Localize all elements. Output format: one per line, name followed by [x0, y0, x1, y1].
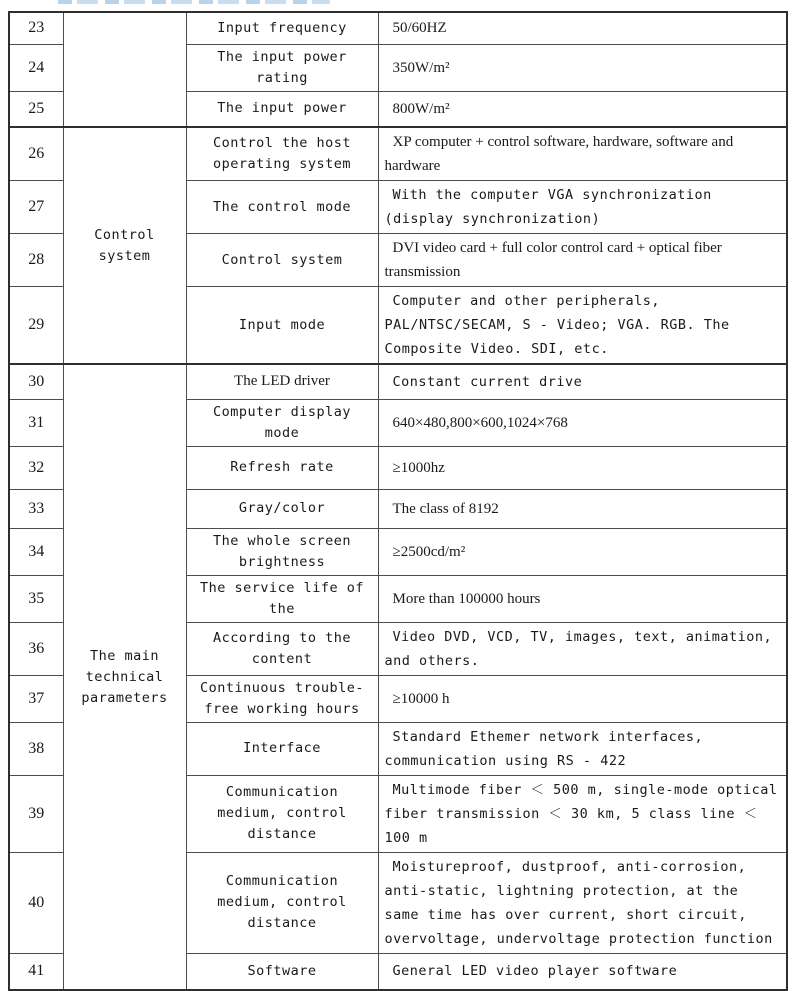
table-row — [9, 127, 787, 181]
row-number-cell: 40 — [9, 852, 63, 953]
row-number-cell: 36 — [9, 622, 63, 675]
row-number-cell: 37 — [9, 675, 63, 722]
value-cell: DVI video card + full color control card + optical fiber transmission — [378, 234, 787, 287]
parameter-cell: Continuous trouble-free working hours — [186, 675, 378, 722]
table-row — [9, 12, 787, 44]
parameter-cell: The input power — [186, 91, 378, 127]
value-cell: Standard Ethemer network interfaces, communication using RS - 422 — [378, 722, 787, 775]
category-cell — [63, 12, 186, 127]
value-cell: ≥10000 h — [378, 675, 787, 722]
row-number-cell: 24 — [9, 44, 63, 91]
parameter-cell: Input mode — [186, 287, 378, 365]
row-number-cell: 28 — [9, 234, 63, 287]
parameter-cell: According to the content — [186, 622, 378, 675]
value-cell: Computer and other peripherals, PAL/NTSC/SECAM, S - Video; VGA. RGB. The Composite Video. SDI, etc. — [378, 287, 787, 365]
category-cell-main-technical-parameters: The main technical parameters — [63, 364, 186, 990]
value-cell: 350W/m² — [378, 44, 787, 91]
parameter-cell: Software — [186, 953, 378, 990]
value-cell: Multimode fiber ＜ 500 m, single-mode optical fiber transmission ＜ 30 km, 5 class line ＜ 100 m — [378, 775, 787, 852]
parameter-cell: Control the host operating system — [186, 127, 378, 181]
clipped-header-text-remnant — [58, 0, 330, 4]
value-cell: ≥2500cd/m² — [378, 528, 787, 575]
value-cell: More than 100000 hours — [378, 575, 787, 622]
parameter-cell: The service life of the — [186, 575, 378, 622]
row-number-cell: 27 — [9, 181, 63, 234]
value-cell: General LED video player software — [378, 953, 787, 990]
row-number-cell: 35 — [9, 575, 63, 622]
parameter-cell: Interface — [186, 722, 378, 775]
row-number-cell: 23 — [9, 12, 63, 44]
row-number-cell: 41 — [9, 953, 63, 990]
value-cell: ≥1000hz — [378, 446, 787, 489]
value-cell: 50/60HZ — [378, 12, 787, 44]
parameter-cell: Communication medium, control distance — [186, 852, 378, 953]
value-cell: XP computer + control software, hardware, software and hardware — [378, 127, 787, 181]
value-cell: Constant current drive — [378, 364, 787, 399]
value-cell: The class of 8192 — [378, 489, 787, 528]
parameter-cell: Control system — [186, 234, 378, 287]
parameter-cell: Input frequency — [186, 12, 378, 44]
table-row — [9, 364, 787, 399]
value-cell: With the computer VGA synchronization (display synchronization) — [378, 181, 787, 234]
row-number-cell: 30 — [9, 364, 63, 399]
row-number-cell: 32 — [9, 446, 63, 489]
parameter-cell: Computer display mode — [186, 399, 378, 446]
row-number-cell: 34 — [9, 528, 63, 575]
parameter-cell: The LED driver — [186, 364, 378, 399]
row-number-cell: 39 — [9, 775, 63, 852]
parameter-cell: The whole screen brightness — [186, 528, 378, 575]
row-number-cell: 26 — [9, 127, 63, 181]
parameter-cell: The input power rating — [186, 44, 378, 91]
row-number-cell: 38 — [9, 722, 63, 775]
row-number-cell: 31 — [9, 399, 63, 446]
value-cell: 800W/m² — [378, 91, 787, 127]
row-number-cell: 29 — [9, 287, 63, 365]
row-number-cell: 25 — [9, 91, 63, 127]
value-cell: Video DVD, VCD, TV, images, text, animation, and others. — [378, 622, 787, 675]
parameter-cell: Communication medium, control distance — [186, 775, 378, 852]
parameter-cell: The control mode — [186, 181, 378, 234]
parameter-cell: Refresh rate — [186, 446, 378, 489]
value-cell: 640×480,800×600,1024×768 — [378, 399, 787, 446]
category-cell-control-system: Control system — [63, 127, 186, 364]
row-number-cell: 33 — [9, 489, 63, 528]
parameter-cell: Gray/color — [186, 489, 378, 528]
technical-spec-table — [8, 11, 788, 991]
value-cell: Moistureproof, dustproof, anti-corrosion, anti-static, lightning protection, at the same time has over current, short circuit, overvoltage, undervoltage protection function — [378, 852, 787, 953]
